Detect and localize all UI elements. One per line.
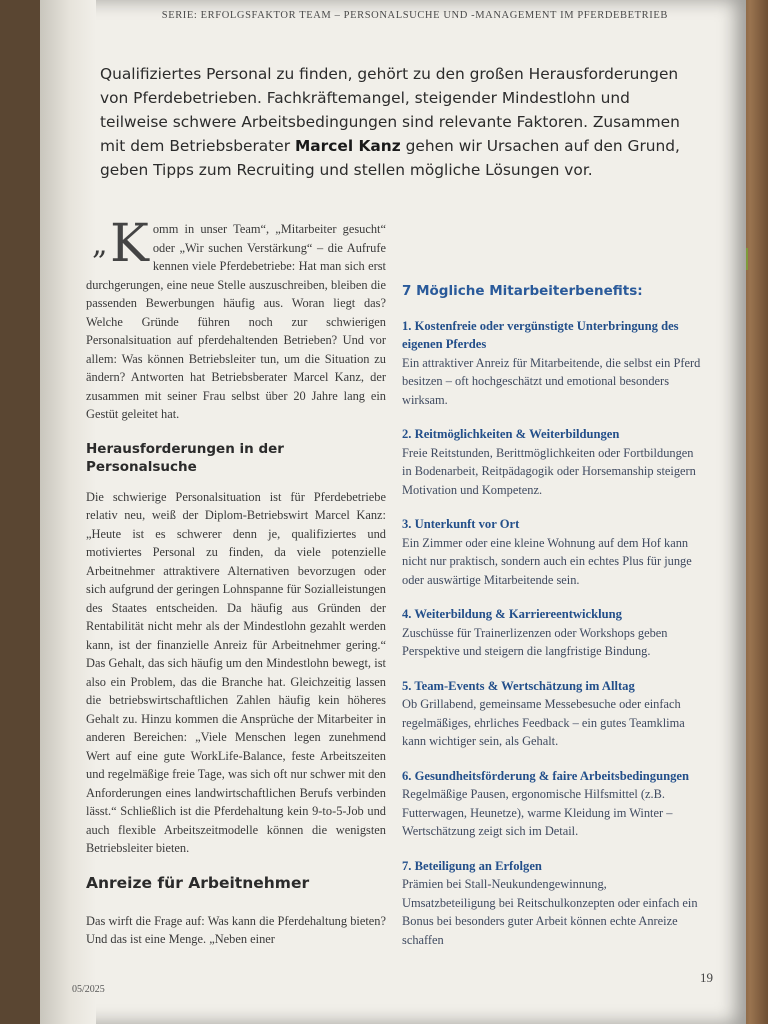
opening-paragraph: omm in unser Team“, „Mitarbeiter gesucht“ oder „Wir suchen Verstärkung“ – die Aufrufe kennen viele Pferdebetriebe: Hat man sich erst durchgerungen, eine neue Stelle auszuschreiben, bleiben die passenden Bewerbungen häufig aus. Woran liegt das? Welche Gründe führen noch zur schwierigen Personalsituation auf pferdehaltenden Betrieben? Und vor allem: Was können Betriebsleiter tun, um die Situation zu ändern? Antworten hat Betriebsberater Marcel Kanz, der zusammen mit seiner Frau selbst über 20 Jahre lang ein Gestüt geleitet hat.: [86, 222, 386, 421]
intro-text-after: gehen wir Ursachen auf den Grund, geben Tipps zum Recruiting und stellen mögliche Lösungen vor.: [100, 137, 680, 179]
benefit-title: 2. Reitmöglichkeiten & Weiterbildungen: [402, 427, 620, 441]
benefits-title: 7 Mögliche Mitarbeiterbenefits:: [402, 283, 643, 299]
article-opening: [86, 214, 386, 424]
benefit-title: 4. Weiterbildung & Karriereentwicklung: [402, 607, 622, 621]
incentives-paragraph: Das wirft die Frage auf: Was kann die Pferdehaltung bieten? Und das ist eine Menge. „Neben einer: [86, 913, 386, 946]
benefit-item: [402, 317, 702, 410]
benefit-title: 6. Gesundheitsförderung & faire Arbeitsbedingungen: [402, 768, 689, 783]
intro-lead: [100, 62, 680, 182]
page-number: 19: [700, 970, 713, 985]
benefit-title: 5. Team-Events & Wertschätzung im Alltag: [402, 678, 635, 693]
benefits-box: [402, 282, 702, 965]
benefit-text: Ein attraktiver Anreiz für Mitarbeitende, die selbst ein Pferd besitzen – oft hochgeschätzt und emotional besonders wirksam.: [402, 355, 701, 407]
benefit-item: [402, 515, 702, 589]
benefit-text: Freie Reitstunden, Berittmöglichkeiten oder Fortbildungen in Bodenarbeit, Reitpädagogik oder Horsemanship steigern Motivation und Kompetenz.: [402, 445, 696, 497]
benefit-item: [402, 425, 702, 499]
benefit-title: 7. Beteiligung an Erfolgen: [402, 858, 542, 873]
intro-text-before: Qualifiziertes Personal zu finden, gehört zu den großen Herausforderungen von Pferdebetrieben. Fachkräftemangel, steigender Mindestlohn und teilweise schwere Arbeitsbedingungen sind relevante Faktoren. Zusammen mit dem Betriebsberater: [100, 65, 680, 155]
benefit-text: Zuschüsse für Trainerlizenzen oder Workshops geben Perspektive und steigern die langfristige Bindung.: [402, 625, 668, 658]
issue-label: 05/2025: [72, 984, 105, 995]
benefit-title: 1. Kostenfreie oder vergünstigte Unterbringung des eigenen Pferdes: [402, 318, 679, 351]
benefit-item: [402, 677, 702, 751]
benefit-item: [402, 767, 702, 841]
benefit-text: Ob Grillabend, gemeinsame Messebesuche oder einfach regelmäßiges, ehrliches Feedback – ein gutes Teamklima kann wichtiger sein, als Gehalt.: [402, 697, 685, 748]
subheading-incentives: Anreize für Arbeitnehmer: [86, 873, 310, 892]
benefit-title: 3. Unterkunft vor Ort: [402, 517, 520, 531]
series-header: SERIE: ERFOLGSFAKTOR TEAM – PERSONALSUCHE UND -MANAGEMENT IM PFERDEBETRIEB: [161, 10, 668, 21]
article-left-column: [86, 214, 386, 949]
benefit-text: Prämien bei Stall-Neukundengewinnung, Umsatzbeteiligung bei Reitschulkonzepten oder einfach ein Bonus bei besonders guter Arbeit können echte Anreize schaffen: [402, 877, 698, 947]
drop-cap: K: [110, 214, 149, 274]
opening-quote-mark: „: [92, 227, 108, 262]
challenges-paragraph: Die schwierige Personalsituation ist für Pferdebetriebe relativ neu, weiß der Diplom-Betriebswirt Marcel Kanz: „Heute ist es schwerer denn je, qualifiziertes und motiviertes Personal zu finden, da viele potenzielle Arbeitnehmer attraktivere Alternativen bevorzugen oder sich aufgrund der geringen Lohnspanne für Sozialleistungen des Staates entscheiden. Da häufig aus Gründen der Rentabilität nicht mehr als der Mindestlohn gezahlt werden kann, ist der finanzielle Anreiz für Arbeitnehmer gering.“ Das Gehalt, das sich häufig um den Mindestlohn bewegt, ist also ein Problem, das die Branche hat. Gleichzeitig lassen die betriebswirtschaftlichen Zahlen häufig kein höheres Gehalt zu. Hinzu kommen die Ansprüche der Mitarbeiter in anderen Bereichen: „Viele Menschen legen zunehmend Wert auf eine gute WorkLife-Balance, feste Arbeitszeiten und regelmäßige freie Tage, was sich oft nur schwer mit den Anforderungen eines landwirtschaftlichen Berufs verbinden lässt.“ Schließlich ist die Pferdehaltung kein 9-to-5-Job und auch flexible Arbeitszeitmodelle können die wenigsten Betriebsleiter bieten.: [86, 489, 386, 855]
benefit-item: [402, 605, 702, 661]
benefit-text: Regelmäßige Pausen, ergonomische Hilfsmittel (z.B. Futterwagen, Heunetze), warme Kleidung im Winter – Wertschätzung zeigt sich im Detail.: [402, 787, 673, 838]
subheading-challenges: Herausforderungen in der Personalsuche: [86, 440, 284, 475]
benefit-item: [402, 857, 702, 950]
benefit-text: Ein Zimmer oder eine kleine Wohnung auf dem Hof kann nicht nur praktisch, sondern auch ein echtes Plus für junge oder auswärtige Mitarbeitende sein.: [402, 535, 692, 587]
intro-consultant-name: Marcel Kanz: [294, 137, 401, 155]
